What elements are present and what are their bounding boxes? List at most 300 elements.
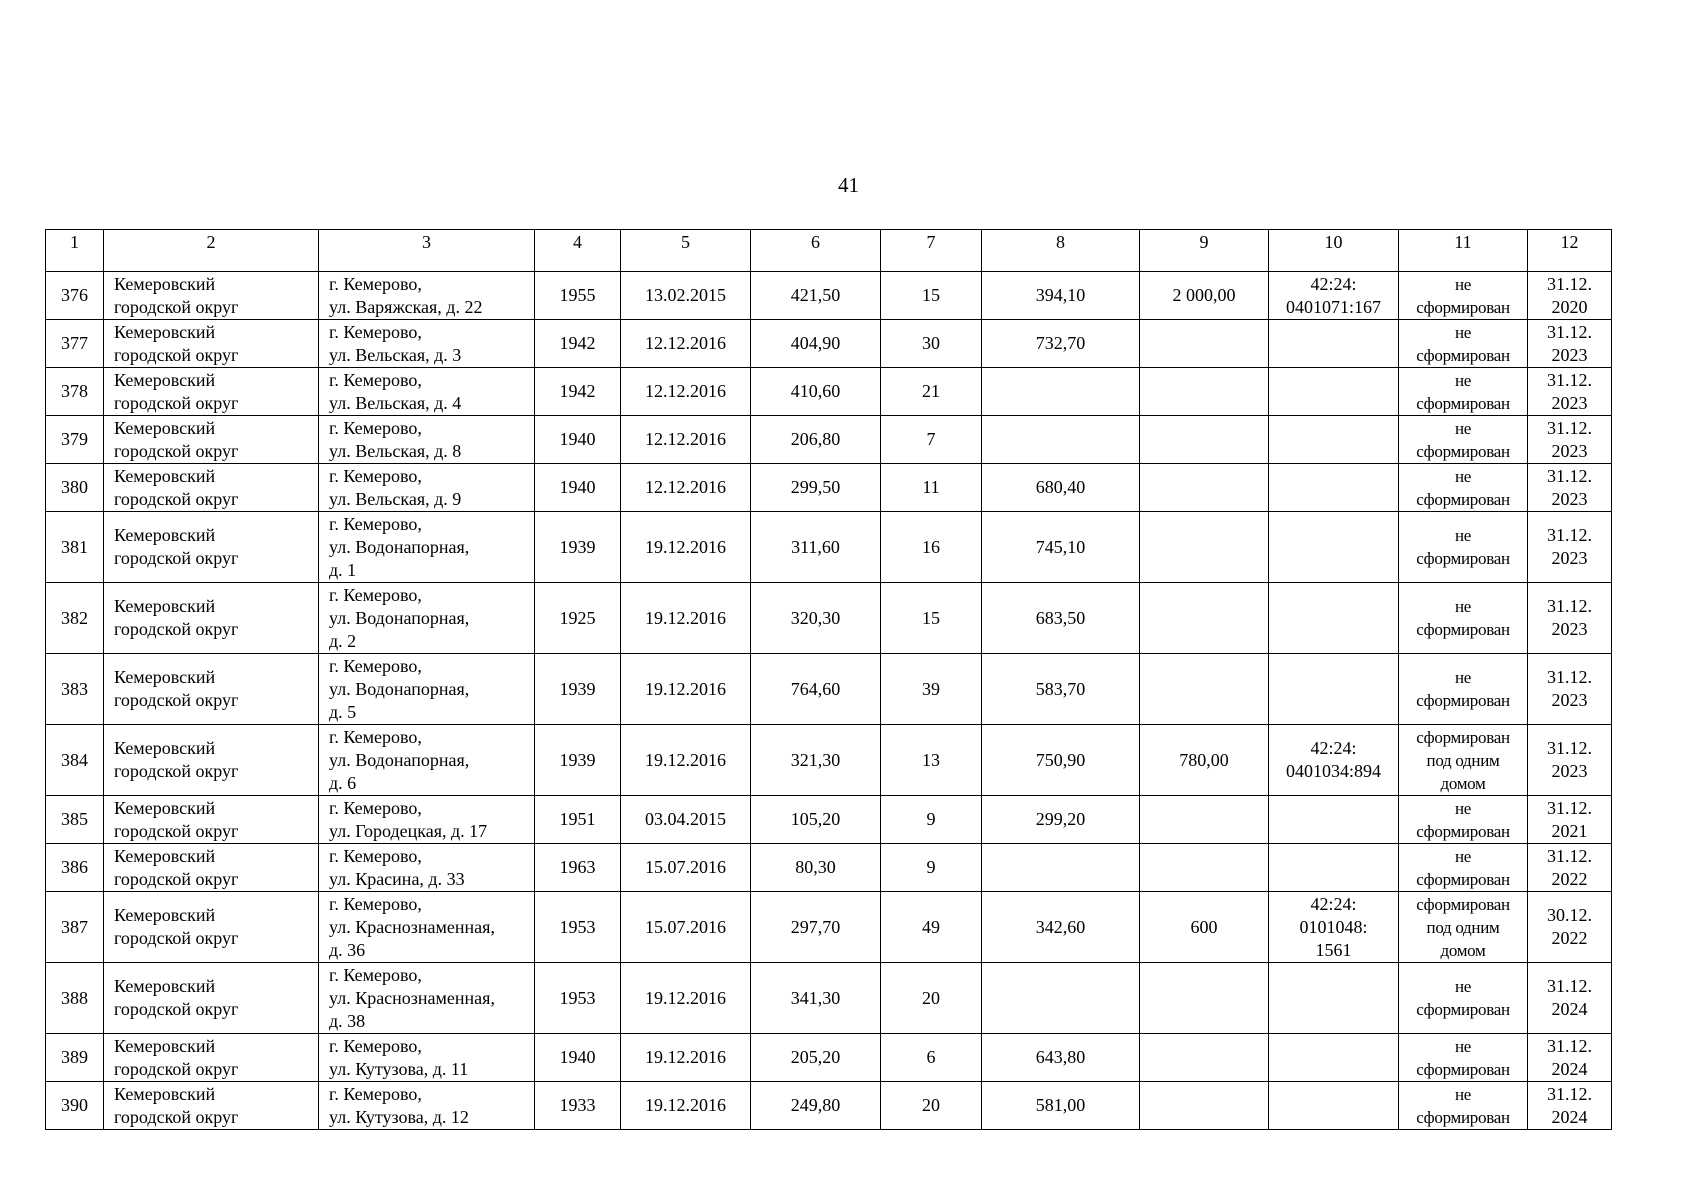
cell-deadline — [1528, 416, 1612, 464]
cell-area: 80,30 — [751, 844, 881, 892]
cell-land-status-line: под одним — [1426, 750, 1500, 770]
cell-address-line: ул. Кутузова, д. 11 — [329, 1058, 469, 1079]
cell-municipality-line: городской округ — [114, 820, 239, 841]
cell-land-status — [1399, 416, 1528, 464]
cell-deadline — [1528, 320, 1612, 368]
cell-address — [319, 844, 535, 892]
cell-year-built: 1939 — [535, 654, 621, 725]
cell-municipality — [104, 796, 319, 844]
cell-row-number: 376 — [46, 272, 104, 320]
cell-municipality-line: Кемеровский — [114, 667, 216, 687]
cell-municipality-line: Кемеровский — [114, 797, 216, 818]
cell-land-status — [1399, 1082, 1528, 1130]
column-number: 1 — [46, 230, 104, 272]
cell-col-8: 683,50 — [982, 583, 1140, 654]
cell-area: 320,30 — [751, 583, 881, 654]
cell-municipality-line: Кемеровский — [114, 1083, 216, 1104]
cell-col-9 — [1140, 963, 1269, 1034]
cell-land-status-line: сформирован — [1416, 489, 1510, 509]
cell-deadline — [1528, 272, 1612, 320]
cell-deadline — [1528, 844, 1612, 892]
cell-address-line: г. Кемерово, — [329, 964, 422, 985]
cell-municipality — [104, 320, 319, 368]
cell-year-built: 1942 — [535, 368, 621, 416]
cell-land-status-line: не — [1454, 846, 1472, 866]
cell-municipality — [104, 1082, 319, 1130]
cell-address-line: г. Кемерово, — [329, 465, 422, 486]
cell-residents: 16 — [881, 512, 982, 583]
column-number: 7 — [881, 230, 982, 272]
cell-land-status — [1399, 583, 1528, 654]
cell-col-8: 583,70 — [982, 654, 1140, 725]
cell-date: 15.07.2016 — [621, 892, 751, 963]
cell-address-line: г. Кемерово, — [329, 369, 422, 390]
cell-address — [319, 892, 535, 963]
cell-deadline — [1528, 963, 1612, 1034]
cell-address-line: ул. Кутузова, д. 12 — [329, 1106, 469, 1127]
cell-land-status-line: сформирован — [1416, 869, 1510, 889]
cell-land-status-line: сформирован — [1416, 620, 1510, 639]
cell-cadastral-number — [1269, 1034, 1399, 1082]
cell-row-number: 377 — [46, 320, 104, 368]
cell-deadline — [1528, 1082, 1612, 1130]
cell-date: 12.12.2016 — [621, 320, 751, 368]
cell-residents: 9 — [881, 844, 982, 892]
cell-municipality — [104, 892, 319, 963]
cell-col-8: 342,60 — [982, 892, 1140, 963]
cell-deadline — [1528, 725, 1612, 796]
cell-area: 249,80 — [751, 1082, 881, 1130]
cell-municipality-line: Кемеровский — [114, 1035, 216, 1056]
cell-municipality-line: городской округ — [114, 548, 239, 568]
cell-municipality-line: городской округ — [114, 868, 239, 889]
cell-address-line: д. 6 — [329, 772, 357, 793]
cell-year-built: 1925 — [535, 583, 621, 654]
cell-residents: 15 — [881, 583, 982, 654]
cell-address — [319, 320, 535, 368]
cell-residents: 39 — [881, 654, 982, 725]
cell-address-line: д. 1 — [329, 559, 357, 580]
cell-municipality-line: городской округ — [114, 1058, 239, 1079]
cell-date: 13.02.2015 — [621, 272, 751, 320]
cell-cadastral-number — [1269, 583, 1399, 654]
cell-municipality — [104, 272, 319, 320]
cell-deadline-line: 31.12. — [1547, 738, 1592, 758]
cell-row-number: 381 — [46, 512, 104, 583]
cell-deadline-line: 2024 — [1551, 1106, 1588, 1127]
cell-col-8 — [982, 963, 1140, 1034]
cell-address-line: ул. Водонапорная, — [329, 607, 470, 628]
table-row — [46, 416, 1612, 464]
cell-municipality — [104, 963, 319, 1034]
cell-date: 19.12.2016 — [621, 1082, 751, 1130]
column-number: 11 — [1399, 230, 1528, 272]
cell-land-status — [1399, 725, 1528, 796]
cell-land-status-line: не — [1454, 1036, 1472, 1056]
cell-address — [319, 272, 535, 320]
cell-area: 404,90 — [751, 320, 881, 368]
cell-deadline-line: 31.12. — [1547, 417, 1592, 438]
table-row — [46, 892, 1612, 963]
cell-deadline-line: 2020 — [1551, 296, 1588, 317]
cell-address-line: д. 38 — [329, 1010, 366, 1031]
cell-col-9 — [1140, 583, 1269, 654]
cell-address — [319, 368, 535, 416]
cell-year-built: 1940 — [535, 416, 621, 464]
cell-deadline-line: 2023 — [1551, 440, 1588, 461]
cell-year-built: 1953 — [535, 892, 621, 963]
cell-address — [319, 583, 535, 654]
cell-residents: 9 — [881, 796, 982, 844]
cell-land-status-line: домом — [1440, 773, 1486, 793]
cell-land-status — [1399, 892, 1528, 963]
cell-municipality-line: городской округ — [114, 392, 239, 413]
cell-date: 19.12.2016 — [621, 512, 751, 583]
cell-address-line: ул. Вельская, д. 4 — [329, 392, 462, 413]
cell-municipality — [104, 416, 319, 464]
cell-address-line: г. Кемерово, — [329, 726, 422, 747]
cell-deadline-line: 2023 — [1551, 344, 1588, 365]
cell-row-number: 386 — [46, 844, 104, 892]
cell-address-line: г. Кемерово, — [329, 513, 422, 534]
cell-address-line: ул. Водонапорная, — [329, 749, 470, 770]
cell-residents: 30 — [881, 320, 982, 368]
cell-deadline — [1528, 583, 1612, 654]
cell-col-8 — [982, 416, 1140, 464]
cell-municipality-line: городской округ — [114, 928, 239, 948]
cell-municipality-line: Кемеровский — [114, 905, 216, 925]
cell-address — [319, 416, 535, 464]
cell-residents: 49 — [881, 892, 982, 963]
cell-address-line: г. Кемерово, — [329, 584, 422, 605]
cell-municipality — [104, 654, 319, 725]
cell-area: 421,50 — [751, 272, 881, 320]
cell-cadastral-number — [1269, 1082, 1399, 1130]
cell-land-status-line: сформирован — [1416, 691, 1510, 710]
cell-deadline-line: 31.12. — [1547, 321, 1592, 342]
cell-municipality-line: Кемеровский — [114, 465, 216, 486]
cell-municipality-line: Кемеровский — [114, 976, 216, 996]
cell-deadline-line: 31.12. — [1547, 1083, 1592, 1104]
cell-col-8: 745,10 — [982, 512, 1140, 583]
cell-land-status — [1399, 320, 1528, 368]
cell-deadline — [1528, 654, 1612, 725]
cell-row-number: 380 — [46, 464, 104, 512]
cell-row-number: 388 — [46, 963, 104, 1034]
cell-address-line: ул. Краснознаменная, — [329, 987, 495, 1008]
cell-year-built: 1939 — [535, 725, 621, 796]
cell-land-status — [1399, 464, 1528, 512]
cell-cadastral-number — [1269, 368, 1399, 416]
cell-address-line: ул. Краснознаменная, — [329, 916, 495, 937]
cell-address-line: ул. Водонапорная, — [329, 678, 470, 699]
cell-municipality — [104, 512, 319, 583]
cell-address-line: ул. Красина, д. 33 — [329, 868, 465, 889]
table-row — [46, 272, 1612, 320]
cell-year-built: 1953 — [535, 963, 621, 1034]
cell-address-line: д. 36 — [329, 939, 366, 960]
cell-date: 19.12.2016 — [621, 725, 751, 796]
cell-deadline-line: 31.12. — [1547, 1035, 1592, 1056]
cell-address-line: г. Кемерово, — [329, 273, 422, 294]
cell-row-number: 389 — [46, 1034, 104, 1082]
cell-area: 311,60 — [751, 512, 881, 583]
cell-land-status — [1399, 512, 1528, 583]
cell-land-status — [1399, 796, 1528, 844]
cell-municipality-line: городской округ — [114, 344, 239, 365]
cell-address-line: г. Кемерово, — [329, 845, 422, 866]
cell-row-number: 378 — [46, 368, 104, 416]
cell-land-status-line: сформирован — [1416, 1000, 1510, 1019]
cell-date: 19.12.2016 — [621, 1034, 751, 1082]
cell-cadastral-number — [1269, 796, 1399, 844]
cell-deadline-line: 31.12. — [1547, 845, 1592, 866]
cell-cadastral-number-line: 0101048: — [1299, 916, 1368, 937]
table-row — [46, 844, 1612, 892]
cell-deadline-line: 31.12. — [1547, 525, 1592, 545]
cell-deadline-line: 2024 — [1551, 999, 1588, 1019]
cell-address — [319, 1082, 535, 1130]
cell-row-number: 387 — [46, 892, 104, 963]
cell-row-number: 382 — [46, 583, 104, 654]
cell-col-8: 750,90 — [982, 725, 1140, 796]
cell-residents: 21 — [881, 368, 982, 416]
cell-date: 12.12.2016 — [621, 368, 751, 416]
cell-row-number: 383 — [46, 654, 104, 725]
column-number: 5 — [621, 230, 751, 272]
cell-cadastral-number-line: 1561 — [1315, 939, 1352, 960]
cell-address-line: д. 5 — [329, 701, 357, 722]
cell-col-9 — [1140, 512, 1269, 583]
cell-municipality-line: Кемеровский — [114, 273, 216, 294]
cell-col-9: 2 000,00 — [1140, 272, 1269, 320]
cell-land-status-line: сформирован — [1416, 1107, 1510, 1127]
cell-deadline — [1528, 796, 1612, 844]
cell-land-status-line: не — [1454, 977, 1472, 996]
cell-municipality-line: Кемеровский — [114, 369, 216, 390]
cell-land-status-line: не — [1454, 1084, 1472, 1104]
cell-deadline-line: 2024 — [1551, 1058, 1588, 1079]
cell-land-status-line: не — [1454, 418, 1472, 438]
cell-year-built: 1951 — [535, 796, 621, 844]
cell-deadline-line: 2023 — [1551, 619, 1588, 639]
cell-row-number: 379 — [46, 416, 104, 464]
cell-residents: 7 — [881, 416, 982, 464]
table-row — [46, 512, 1612, 583]
cell-deadline — [1528, 368, 1612, 416]
cell-address — [319, 1034, 535, 1082]
table-row — [46, 320, 1612, 368]
cell-land-status-line: сформирован — [1416, 821, 1510, 841]
cell-area: 321,30 — [751, 725, 881, 796]
cell-address-line: г. Кемерово, — [329, 797, 422, 818]
cell-land-status — [1399, 368, 1528, 416]
column-number: 12 — [1528, 230, 1612, 272]
cell-land-status-line: не — [1454, 668, 1472, 687]
registry-table — [45, 229, 1612, 1130]
cell-col-9 — [1140, 844, 1269, 892]
cell-land-status-line: сформирован — [1416, 894, 1510, 914]
cell-address-line: ул. Вельская, д. 9 — [329, 488, 462, 509]
cell-municipality-line: Кемеровский — [114, 417, 216, 438]
cell-address-line: ул. Городецкая, д. 17 — [329, 820, 488, 841]
cell-deadline-line: 2023 — [1551, 548, 1588, 568]
table-row — [46, 654, 1612, 725]
cell-col-9 — [1140, 416, 1269, 464]
cell-area: 341,30 — [751, 963, 881, 1034]
cell-deadline-line: 30.12. — [1547, 905, 1592, 925]
cell-address-line: г. Кемерово, — [329, 321, 422, 342]
cell-address-line: ул. Вельская, д. 8 — [329, 440, 462, 461]
cell-address — [319, 464, 535, 512]
column-number: 10 — [1269, 230, 1399, 272]
column-number: 9 — [1140, 230, 1269, 272]
cell-date: 19.12.2016 — [621, 583, 751, 654]
cell-year-built: 1940 — [535, 1034, 621, 1082]
cell-row-number: 384 — [46, 725, 104, 796]
cell-cadastral-number-line: 42:24: — [1310, 738, 1357, 758]
cell-deadline-line: 2023 — [1551, 488, 1588, 509]
cell-date: 19.12.2016 — [621, 963, 751, 1034]
cell-cadastral-number-line: 0401034:894 — [1285, 761, 1381, 781]
cell-municipality-line: Кемеровский — [114, 738, 216, 758]
cell-deadline — [1528, 512, 1612, 583]
cell-deadline-line: 31.12. — [1547, 976, 1592, 996]
cell-municipality-line: городской округ — [114, 999, 239, 1019]
cell-residents: 11 — [881, 464, 982, 512]
cell-land-status-line: сформирован — [1416, 297, 1510, 317]
column-number: 6 — [751, 230, 881, 272]
cell-deadline-line: 2023 — [1551, 761, 1588, 781]
cell-land-status — [1399, 844, 1528, 892]
cell-land-status-line: не — [1454, 322, 1472, 342]
cell-deadline-line: 31.12. — [1547, 273, 1592, 294]
table-row — [46, 1082, 1612, 1130]
cell-col-8: 581,00 — [982, 1082, 1140, 1130]
column-number-row — [46, 230, 1612, 272]
cell-deadline-line: 31.12. — [1547, 667, 1592, 687]
cell-address-line: ул. Вельская, д. 3 — [329, 344, 462, 365]
cell-row-number: 385 — [46, 796, 104, 844]
cell-year-built: 1939 — [535, 512, 621, 583]
cell-municipality-line: городской округ — [114, 690, 239, 710]
column-number: 8 — [982, 230, 1140, 272]
cell-address-line: г. Кемерово, — [329, 417, 422, 438]
cell-col-8: 394,10 — [982, 272, 1140, 320]
cell-municipality-line: городской округ — [114, 619, 239, 639]
cell-land-status-line: сформирован — [1416, 727, 1510, 747]
cell-municipality — [104, 583, 319, 654]
cell-col-9 — [1140, 368, 1269, 416]
cell-land-status-line: сформирован — [1416, 441, 1510, 461]
cell-cadastral-number — [1269, 654, 1399, 725]
cell-deadline-line: 31.12. — [1547, 465, 1592, 486]
table-row — [46, 464, 1612, 512]
table-row — [46, 796, 1612, 844]
cell-address-line: г. Кемерово, — [329, 893, 422, 914]
cell-municipality-line: городской округ — [114, 440, 239, 461]
cell-cadastral-number — [1269, 892, 1399, 963]
cell-land-status-line: сформирован — [1416, 345, 1510, 365]
cell-municipality-line: Кемеровский — [114, 525, 216, 545]
cell-land-status — [1399, 272, 1528, 320]
cell-cadastral-number-line: 0401071:167 — [1285, 296, 1381, 317]
cell-municipality — [104, 1034, 319, 1082]
cell-col-8: 299,20 — [982, 796, 1140, 844]
cell-col-9: 780,00 — [1140, 725, 1269, 796]
cell-col-8: 643,80 — [982, 1034, 1140, 1082]
cell-cadastral-number — [1269, 512, 1399, 583]
cell-municipality-line: Кемеровский — [114, 845, 216, 866]
cell-municipality — [104, 368, 319, 416]
cell-date: 12.12.2016 — [621, 416, 751, 464]
cell-year-built: 1933 — [535, 1082, 621, 1130]
cell-land-status — [1399, 963, 1528, 1034]
cell-land-status-line: не — [1454, 274, 1472, 294]
cell-municipality — [104, 464, 319, 512]
cell-municipality-line: городской округ — [114, 1106, 239, 1127]
cell-municipality-line: Кемеровский — [114, 321, 216, 342]
cell-cadastral-number — [1269, 320, 1399, 368]
cell-municipality — [104, 725, 319, 796]
cell-deadline-line: 2022 — [1551, 868, 1588, 889]
cell-deadline-line: 2022 — [1551, 928, 1588, 948]
cell-year-built: 1940 — [535, 464, 621, 512]
cell-municipality-line: городской округ — [114, 488, 239, 509]
column-number: 3 — [319, 230, 535, 272]
cell-col-8: 680,40 — [982, 464, 1140, 512]
cell-land-status-line: не — [1454, 597, 1472, 616]
cell-col-9 — [1140, 464, 1269, 512]
cell-municipality-line: Кемеровский — [114, 596, 216, 616]
cell-municipality — [104, 844, 319, 892]
cell-col-9 — [1140, 1034, 1269, 1082]
cell-residents: 20 — [881, 963, 982, 1034]
table-row — [46, 1034, 1612, 1082]
cell-area: 764,60 — [751, 654, 881, 725]
cell-area: 205,20 — [751, 1034, 881, 1082]
cell-address — [319, 963, 535, 1034]
cell-address — [319, 654, 535, 725]
cell-area: 206,80 — [751, 416, 881, 464]
table-body — [46, 230, 1612, 1130]
cell-col-9 — [1140, 320, 1269, 368]
cell-date: 19.12.2016 — [621, 654, 751, 725]
cell-deadline-line: 2021 — [1551, 820, 1588, 841]
table-row — [46, 725, 1612, 796]
cell-deadline-line: 31.12. — [1547, 797, 1592, 818]
cell-year-built: 1963 — [535, 844, 621, 892]
cell-area: 105,20 — [751, 796, 881, 844]
cell-residents: 15 — [881, 272, 982, 320]
cell-year-built: 1955 — [535, 272, 621, 320]
cell-date: 15.07.2016 — [621, 844, 751, 892]
cell-col-8 — [982, 368, 1140, 416]
cell-land-status-line: под одним — [1426, 917, 1500, 937]
cell-land-status-line: сформирован — [1416, 549, 1510, 568]
cell-address-line: г. Кемерово, — [329, 1035, 422, 1056]
cell-col-9: 600 — [1140, 892, 1269, 963]
cell-cadastral-number-line: 42:24: — [1310, 273, 1357, 294]
cell-deadline — [1528, 1034, 1612, 1082]
table-row — [46, 963, 1612, 1034]
cell-col-9 — [1140, 796, 1269, 844]
cell-address-line: г. Кемерово, — [329, 655, 422, 676]
cell-land-status-line: не — [1454, 526, 1472, 545]
cell-col-9 — [1140, 1082, 1269, 1130]
cell-cadastral-number — [1269, 416, 1399, 464]
cell-cadastral-number — [1269, 725, 1399, 796]
